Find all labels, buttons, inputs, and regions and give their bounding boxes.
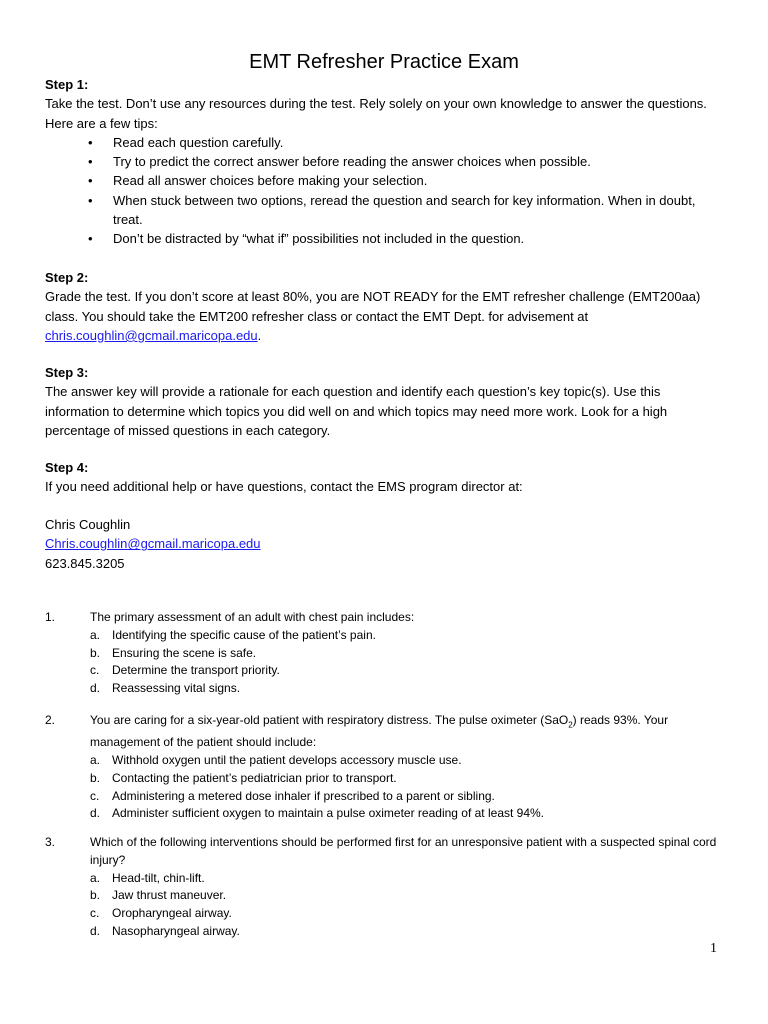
answer-option: a. Head-tilt, chin-lift. — [90, 870, 205, 885]
page-title: EMT Refresher Practice Exam — [249, 51, 519, 73]
tip-item: • Read each question carefully. — [45, 133, 725, 152]
question-1 — [45, 609, 725, 698]
question-3 — [45, 834, 725, 941]
tip-item: • Don’t be distracted by “what if” possibilities not included in the question. — [45, 229, 725, 248]
step-1-section — [45, 75, 725, 249]
step-3-heading: Step 3: — [45, 365, 89, 380]
step-3-section — [45, 363, 725, 440]
answer-option: c. Determine the transport priority. — [90, 663, 280, 678]
answer-option: d. Reassessing vital signs. — [90, 681, 241, 696]
contact-phone: 623.845.3205 — [45, 555, 125, 571]
step-3-body: The answer key will provide a rationale for each question and identify each question’s key topic(s). Use this information to determine which topics you did well on and which topics may need more work. Look for a high percentage of missed questions in each category. — [45, 384, 668, 438]
step-2-section — [45, 268, 725, 345]
step-1-heading: Step 1: — [45, 77, 89, 92]
tip-item: • Read all answer choices before making your selection. — [45, 171, 725, 190]
answer-option: d. Administer sufficient oxygen to maintain a pulse oximeter reading of at least 94%. — [90, 806, 545, 821]
answer-option: b. Jaw thrust maneuver. — [90, 888, 227, 903]
question-stem: You are caring for a six-year-old patient with respiratory distress. The pulse oximeter (SaO$_2$) reads 93%. Your management of the patient should include: — [90, 713, 669, 750]
bullet-icon: • — [88, 192, 93, 208]
tip-item: • When stuck between two options, reread the question and search for key information. When in doubt, treat. — [88, 192, 696, 228]
bullet-icon: • — [88, 231, 93, 247]
bullet-icon: • — [88, 154, 93, 170]
bullet-icon: • — [88, 134, 93, 150]
question-stem: The primary assessment of an adult with chest pain includes: — [90, 610, 415, 624]
answer-option: c. Administering a metered dose inhaler if prescribed to a parent or sibling. — [90, 788, 495, 803]
step-2-body: Grade the test. If you don’t score at least 80%, you are NOT READY for the EMT refresher challenge (EMT200aa) class. You should take the EMT200 refresher class or contact the EMT Dept. for advisement at chris.coughlin@gcmail.maricopa.edu. — [45, 289, 701, 343]
tips-list — [45, 133, 725, 249]
step-4-body: If you need additional help or have questions, contact the EMS program director at: — [45, 479, 523, 495]
step-4-section — [45, 458, 725, 497]
question-2 — [45, 712, 725, 823]
answer-option: b. Ensuring the scene is safe. — [90, 645, 257, 660]
question-number: 1. — [45, 610, 56, 624]
bullet-icon: • — [88, 173, 93, 189]
answer-option: c. Oropharyngeal airway. — [90, 906, 232, 921]
answer-option: d. Nasopharyngeal airway. — [90, 923, 240, 938]
question-number: 3. — [45, 835, 56, 849]
question-stem: Which of the following interventions should be performed first for an unresponsive patient with a suspected spinal cord injury? — [90, 835, 717, 867]
step-1-body: Take the test. Don’t use any resources during the test. Rely solely on your own knowledge to answer the questions. Here are a few tips: — [45, 96, 707, 131]
answer-option: a. Withhold oxygen until the patient develops accessory muscle use. — [90, 752, 462, 767]
question-number: 2. — [45, 713, 56, 727]
tip-item: • Try to predict the correct answer before reading the answer choices when possible. — [45, 152, 725, 171]
contact-block — [45, 515, 725, 573]
contact-name: Chris Coughlin — [45, 517, 131, 532]
answer-option: b. Contacting the patient’s pediatrician prior to transport. — [90, 770, 397, 785]
step-2-heading: Step 2: — [45, 270, 89, 285]
step-4-heading: Step 4: — [45, 460, 89, 475]
page-number: 1 — [710, 941, 717, 956]
step-2-email-link[interactable]: chris.coughlin@gcmail.maricopa.edu — [45, 327, 258, 343]
answer-option: a. Identifying the specific cause of the patient’s pain. — [90, 627, 376, 642]
contact-email-link[interactable]: Chris.coughlin@gcmail.maricopa.edu — [45, 536, 261, 552]
